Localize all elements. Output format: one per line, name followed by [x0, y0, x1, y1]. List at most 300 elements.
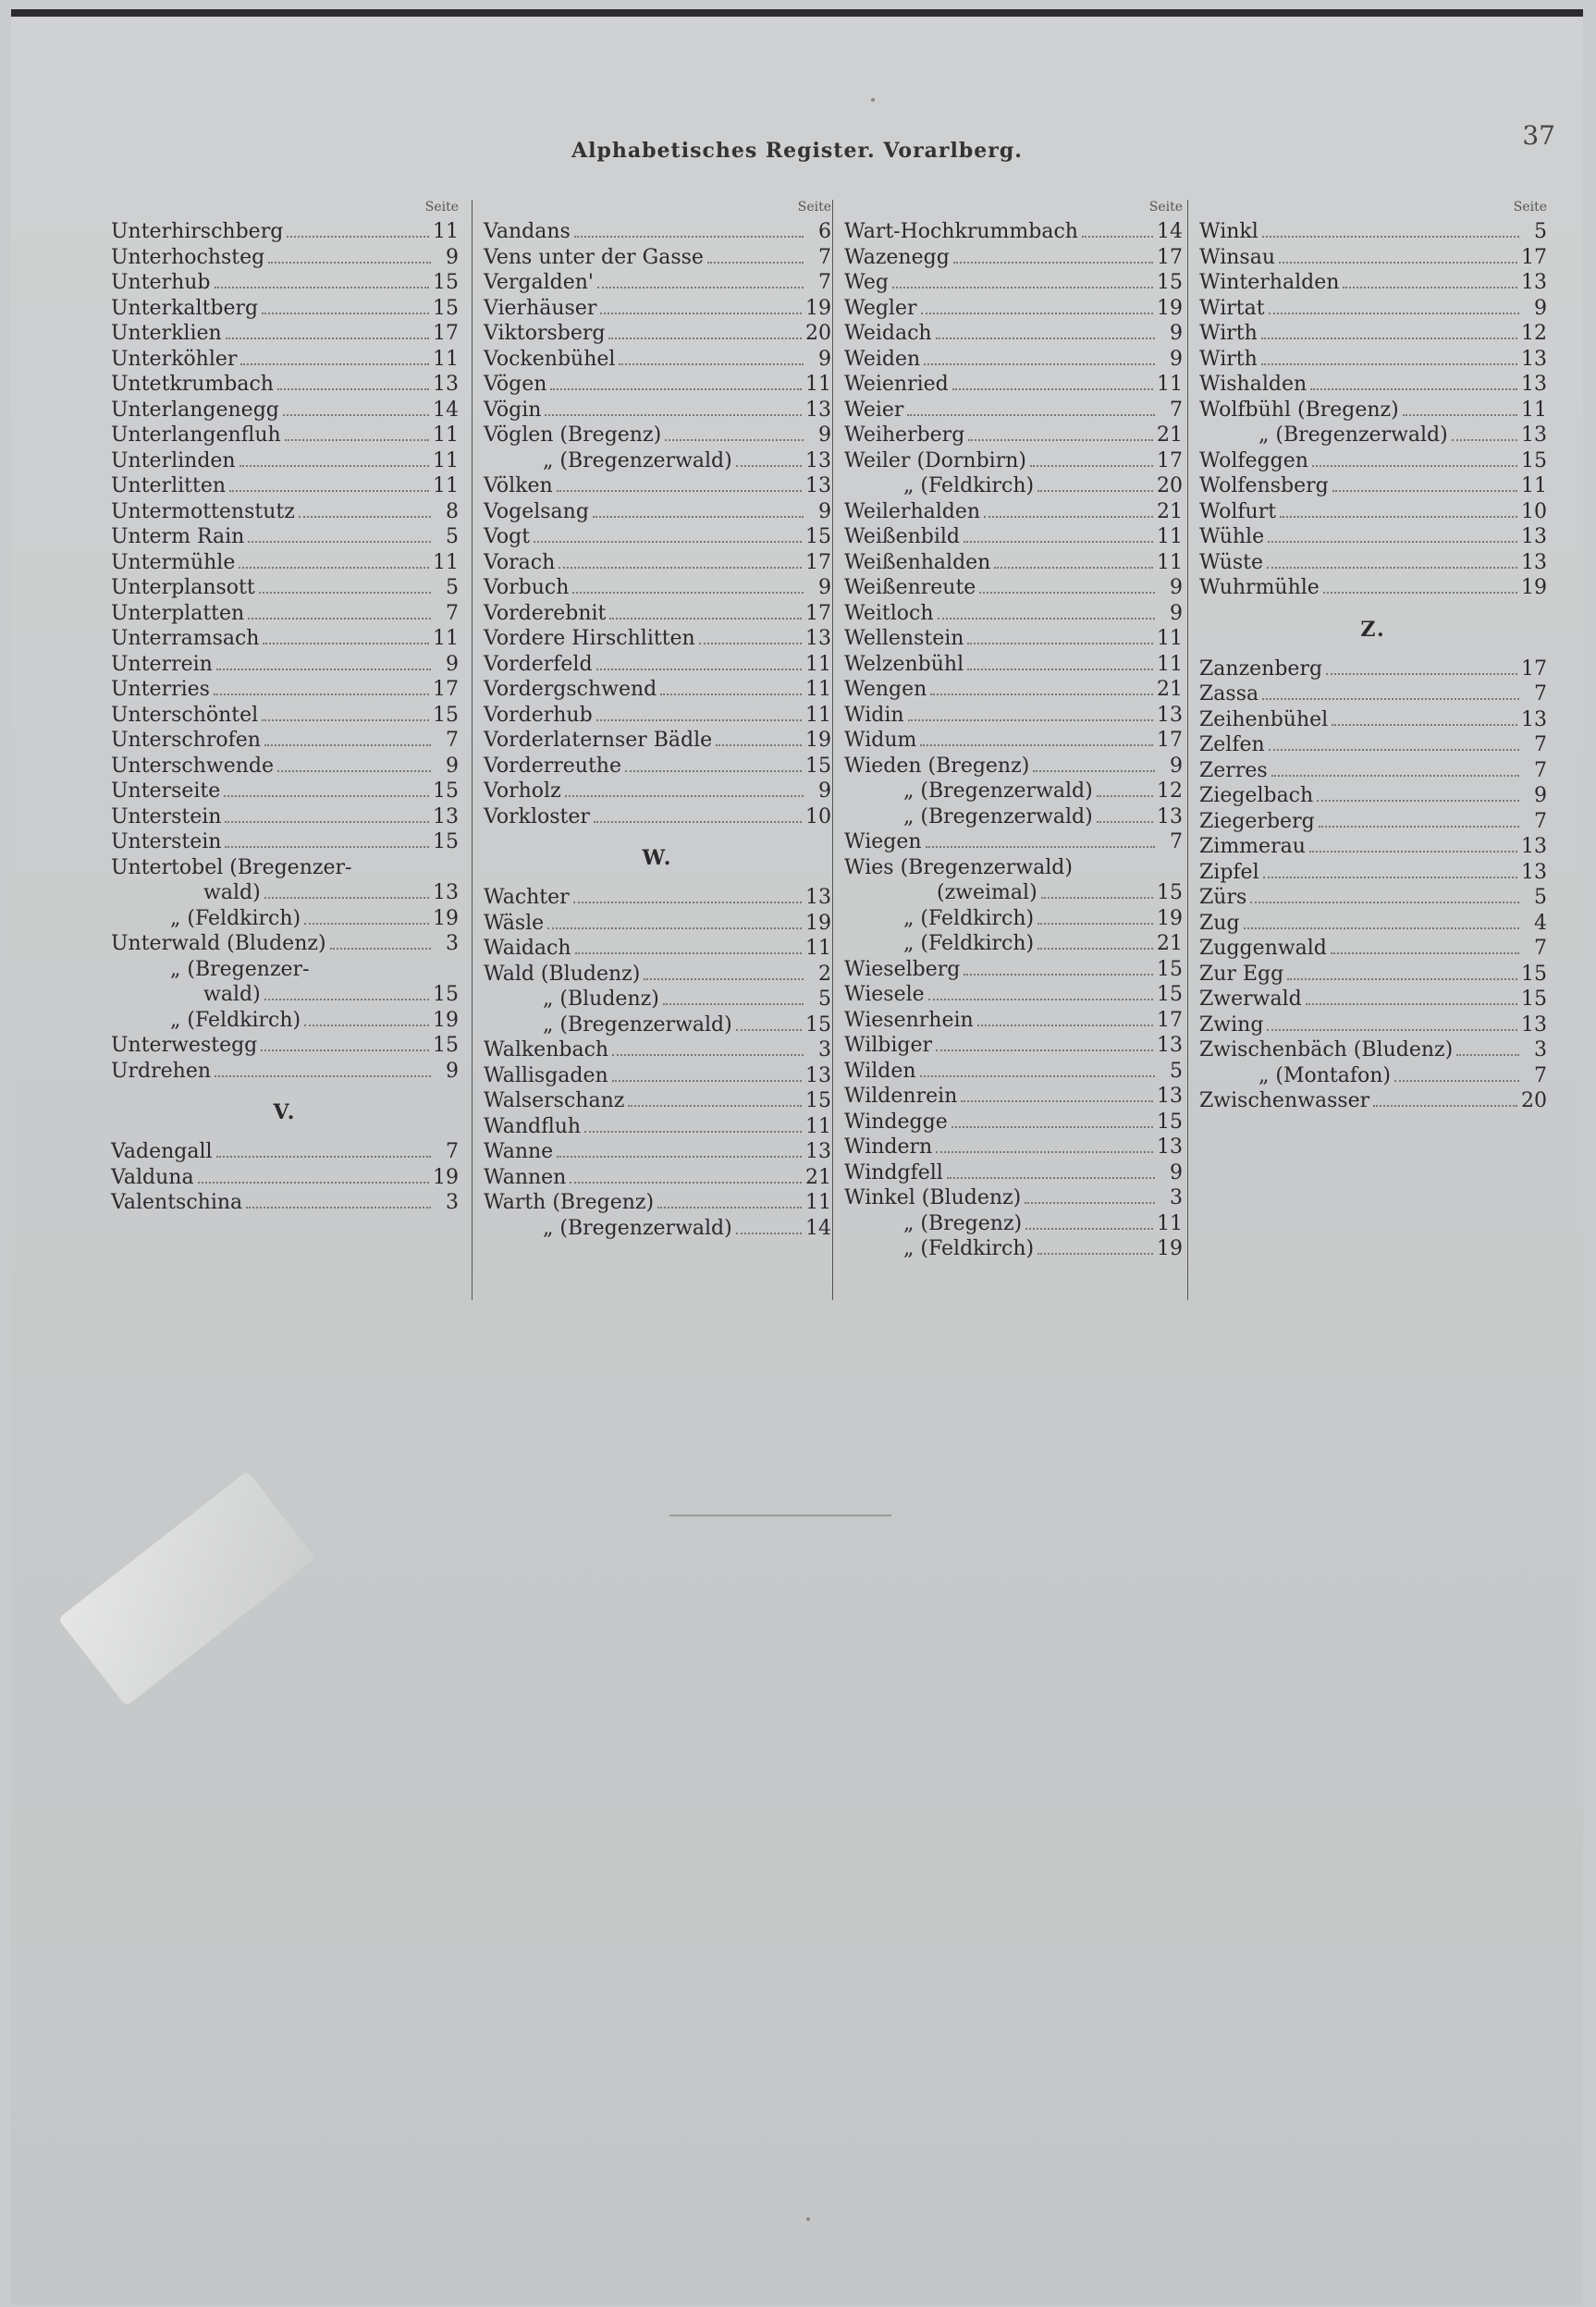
register-entry: [484, 912, 831, 938]
entry-name: Wolfensberg: [1199, 474, 1329, 497]
section-letter: W.: [642, 846, 673, 870]
entry-name: Vordergschwend: [484, 678, 657, 701]
entry-page: 17: [805, 550, 831, 574]
entry-name: „ (Bregenzerwald): [543, 1216, 732, 1240]
entry-page: 9: [1170, 322, 1183, 345]
register-entry: [484, 704, 831, 730]
entry-page: 13: [805, 886, 831, 909]
entry-name: Unterköhler: [111, 347, 238, 371]
entry-name: Weißenbild: [844, 525, 960, 548]
column-label: Seite: [797, 200, 831, 215]
entry-name: Vorderlaternser Bädle: [484, 729, 713, 752]
entry-page: 17: [1157, 448, 1183, 472]
entry-page: 17: [1521, 657, 1547, 681]
register-entry: [111, 373, 459, 399]
entry-name: Vens unter der Gasse: [484, 245, 704, 269]
entry-name: Wanne: [484, 1140, 554, 1163]
dot-leader: [573, 890, 802, 903]
entry-name: Wandfluh: [484, 1114, 582, 1138]
entry-page: 13: [805, 474, 831, 497]
entry-name: Vordere Hirschlitten: [484, 627, 695, 650]
entry-name: Vorbuch: [484, 576, 570, 599]
dot-leader: [277, 377, 429, 390]
entry-name: „ (Bregenzerwald): [903, 804, 1093, 828]
dot-leader: [596, 708, 802, 721]
dot-leader: [953, 251, 1153, 264]
entry-name: Zwischenwasser: [1199, 1089, 1370, 1112]
dot-leader: [1262, 687, 1519, 700]
entry-name: Vorach: [484, 550, 556, 574]
dot-leader: [545, 403, 802, 416]
dot-leader: [224, 784, 429, 797]
register-entry: [844, 449, 1183, 475]
entry-page: 13: [433, 881, 459, 904]
entry-name: Untermottenstutz: [111, 499, 295, 523]
dot-leader: [1263, 865, 1517, 878]
entry-name: Unterschrofen: [111, 729, 261, 752]
register-entry: [1199, 474, 1547, 500]
entry-name: Untertobel (Bregenzer-: [111, 855, 352, 879]
register-entry: [111, 1140, 459, 1166]
entry-page: 17: [433, 322, 459, 345]
dot-leader: [964, 530, 1153, 543]
register-entry: [844, 500, 1183, 526]
register-entry: [484, 246, 831, 272]
register-entry: [484, 805, 831, 831]
dot-leader: [1025, 1191, 1155, 1204]
register-entry: [484, 399, 831, 424]
entry-page: 19: [1157, 296, 1183, 320]
entry-page: 15: [433, 296, 459, 320]
dot-leader: [892, 276, 1153, 288]
entry-page: 5: [1534, 886, 1547, 909]
entry-name: Wilbiger: [844, 1034, 933, 1057]
dot-leader: [1269, 301, 1519, 314]
entry-page: 11: [433, 423, 459, 447]
dot-leader: [1033, 759, 1155, 772]
register-entry: [1199, 373, 1547, 399]
dot-leader: [600, 301, 802, 314]
entry-name: Weiden: [844, 347, 921, 371]
dot-leader: [570, 1171, 802, 1184]
register-entry: [844, 1186, 1183, 1212]
register-entry: [1199, 682, 1547, 708]
dot-leader: [1267, 1018, 1517, 1031]
dot-leader: [951, 1115, 1153, 1128]
entry-name: Vorderebnit: [484, 601, 607, 625]
register-entry: [111, 500, 459, 526]
dot-leader: [534, 530, 802, 543]
entry-name: Zürs: [1199, 886, 1247, 909]
register-entry: [111, 958, 459, 984]
entry-name: Vorderfeld: [484, 652, 593, 676]
register-entry: [484, 988, 831, 1013]
register-entry: [111, 1191, 459, 1217]
entry-page: 14: [433, 398, 459, 422]
entry-page: 5: [1534, 220, 1547, 243]
entry-page: 9: [1170, 576, 1183, 599]
entry-page: 13: [805, 1063, 831, 1087]
entry-name: Wiesele: [844, 983, 925, 1006]
entry-page: 11: [805, 373, 831, 396]
dot-leader: [239, 454, 429, 467]
dot-leader: [246, 1196, 431, 1209]
entry-page: 14: [805, 1216, 831, 1240]
register-entry: [484, 474, 831, 500]
dot-leader: [1269, 738, 1519, 751]
entry-name: Vogelsang: [484, 499, 589, 523]
register-entry: [484, 348, 831, 374]
register-entry: [844, 907, 1183, 933]
dot-leader: [1280, 505, 1517, 518]
register-entry: [111, 755, 459, 780]
entry-name: Wieselberg: [844, 957, 961, 981]
entry-name: Zwerwald: [1199, 988, 1302, 1011]
entry-name: Zwischenbäch (Bludenz): [1199, 1038, 1454, 1061]
entry-name: Weienried: [844, 373, 949, 396]
entry-page: 3: [818, 1038, 831, 1061]
entry-page: 13: [1521, 373, 1547, 396]
dot-leader: [921, 301, 1154, 314]
entry-name: Unterschöntel: [111, 703, 259, 727]
entry-name: Vockenbühel: [484, 347, 616, 371]
register-entry: [111, 525, 459, 551]
page-title: Alphabetisches Register. Vorarlberg.: [571, 139, 1023, 163]
register-entry: [1199, 988, 1547, 1013]
register-entry: [484, 1217, 831, 1243]
dot-leader: [1250, 890, 1519, 903]
column-label: Seite: [1148, 200, 1183, 215]
register-entry: [844, 830, 1183, 856]
entry-page: 17: [1157, 245, 1183, 269]
entry-page: 21: [1157, 499, 1183, 523]
dot-leader: [262, 301, 429, 314]
register-column-4: [1187, 200, 1547, 1300]
entry-name: Zug: [1199, 911, 1240, 935]
entry-name: Unterrein: [111, 652, 213, 676]
entry-name: Valduna: [111, 1165, 194, 1189]
entry-page: 13: [1157, 1034, 1183, 1057]
entry-name: Vadengall: [111, 1140, 213, 1163]
dot-leader: [952, 377, 1153, 390]
register-entry: [1199, 500, 1547, 526]
dot-leader: [736, 1018, 802, 1031]
dot-leader: [559, 556, 802, 569]
entry-page: 13: [1521, 860, 1547, 884]
dot-leader: [597, 276, 804, 288]
register-entry: [844, 1111, 1183, 1136]
entry-name: Vierhäuser: [484, 296, 597, 320]
entry-page: 11: [805, 1191, 831, 1214]
entry-name: Wazenegg: [844, 245, 950, 269]
dot-leader: [216, 1145, 431, 1158]
entry-page: 5: [446, 576, 459, 599]
register-entry: [1199, 322, 1547, 348]
dot-leader: [225, 835, 429, 848]
entry-name: Wuhrmühle: [1199, 576, 1320, 599]
entry-name: Vogt: [484, 525, 531, 548]
register-entry: [1199, 963, 1547, 988]
register-entry: [844, 246, 1183, 272]
register-entry: [844, 1034, 1183, 1060]
register-entry: [484, 937, 831, 963]
entry-name: „ (Feldkirch): [903, 906, 1035, 930]
entry-name: Vorholz: [484, 779, 561, 803]
entry-name: Viktorsberg: [484, 322, 606, 345]
page-number: 37: [1522, 120, 1555, 151]
entry-name: (zweimal): [937, 881, 1037, 904]
entry-page: 20: [1521, 1089, 1547, 1112]
entry-name: Wolfeggen: [1199, 448, 1308, 472]
entry-page: 19: [1157, 1237, 1183, 1260]
entry-page: 4: [1534, 911, 1547, 935]
entry-name: Wirth: [1199, 347, 1258, 371]
entry-page: 9: [818, 499, 831, 523]
register-entry: [1199, 912, 1547, 938]
entry-page: 17: [1157, 1008, 1183, 1032]
entry-name: Unterklien: [111, 322, 222, 345]
entry-page: 19: [805, 729, 831, 752]
dot-leader: [1343, 276, 1517, 288]
entry-name: Völken: [484, 474, 553, 497]
entry-name: Wirtat: [1199, 296, 1265, 320]
register-entry: [484, 755, 831, 780]
dot-leader: [1279, 251, 1517, 264]
entry-name: Unterramsach: [111, 627, 260, 650]
entry-name: Vöglen (Bregenz): [484, 423, 662, 447]
entry-page: 9: [446, 754, 459, 778]
dot-leader: [961, 1089, 1153, 1102]
entry-page: 3: [1170, 1186, 1183, 1209]
register-entry: [844, 983, 1183, 1009]
entry-page: 7: [818, 271, 831, 294]
register-entry: [844, 729, 1183, 755]
register-entry: [844, 932, 1183, 958]
register-entry: [484, 1140, 831, 1166]
section-letter: V.: [273, 1100, 297, 1124]
entry-page: 7: [1534, 1063, 1547, 1087]
register-entry: [111, 1166, 459, 1192]
register-entry: [111, 881, 459, 907]
entry-page: 9: [1170, 347, 1183, 371]
register-entry: [844, 678, 1183, 704]
entry-page: 7: [1534, 682, 1547, 706]
entry-page: 13: [1521, 550, 1547, 574]
register-entry: [484, 1064, 831, 1090]
entry-page: 7: [446, 1140, 459, 1163]
dot-leader: [994, 556, 1153, 569]
dot-leader: [707, 251, 804, 264]
entry-page: 19: [433, 906, 459, 930]
entry-page: 13: [1157, 1135, 1183, 1159]
divider-rule: [669, 1515, 891, 1516]
entry-name: Unterstein: [111, 804, 222, 828]
register-entry: [111, 653, 459, 679]
register-entry: [484, 1013, 831, 1039]
register-entry: [1199, 525, 1547, 551]
register-entry: [111, 830, 459, 856]
dot-leader: [1037, 479, 1153, 492]
entry-page: 15: [433, 271, 459, 294]
register-entry: [844, 220, 1183, 246]
entry-page: 19: [433, 1165, 459, 1189]
entry-page: 19: [1521, 576, 1547, 599]
register-entry: [1199, 271, 1547, 297]
dot-leader: [1244, 916, 1519, 929]
register-entry: [111, 627, 459, 653]
entry-name: Winkel (Bludenz): [844, 1186, 1022, 1209]
register-entry: [844, 856, 1183, 882]
dot-leader: [920, 733, 1153, 746]
entry-name: „ (Feldkirch): [903, 932, 1035, 955]
entry-page: 11: [1157, 373, 1183, 396]
dot-leader: [964, 963, 1153, 976]
entry-name: Windgfell: [844, 1160, 943, 1184]
entry-page: 9: [1170, 1160, 1183, 1184]
entry-page: 13: [1157, 703, 1183, 727]
entry-page: 9: [1170, 601, 1183, 625]
dot-leader: [259, 581, 431, 594]
dot-leader: [612, 1043, 804, 1056]
register-column-2: [472, 200, 831, 1300]
entry-page: 11: [805, 678, 831, 701]
register-entry: [844, 576, 1183, 602]
register-entry: [844, 602, 1183, 628]
entry-page: 11: [433, 474, 459, 497]
entry-page: 17: [805, 601, 831, 625]
register-entry: [1199, 576, 1547, 602]
entry-name: Wannen: [484, 1165, 567, 1189]
dot-leader: [1267, 556, 1517, 569]
document-page: [11, 9, 1583, 2305]
register-entry: [111, 678, 459, 704]
entry-name: Wieden (Bregenz): [844, 754, 1030, 778]
entry-name: Unterlinden: [111, 448, 236, 472]
entry-page: 13: [805, 627, 831, 650]
entry-page: 7: [1170, 398, 1183, 422]
dot-leader: [264, 988, 429, 1000]
entry-page: 13: [805, 398, 831, 422]
entry-name: Unterhochsteg: [111, 245, 265, 269]
register-entry: [844, 1085, 1183, 1111]
register-entry: [1199, 297, 1547, 323]
register-entry: [111, 271, 459, 297]
dot-leader: [936, 326, 1155, 339]
entry-name: Unterwald (Bludenz): [111, 932, 326, 955]
register-entry: [111, 907, 459, 933]
register-entry: [111, 983, 459, 1009]
dot-leader: [1331, 941, 1519, 954]
dot-leader: [736, 1221, 802, 1234]
dot-leader: [557, 479, 802, 492]
entry-name: Zipfel: [1199, 860, 1259, 884]
entry-name: Zeihenbühel: [1199, 707, 1329, 731]
entry-page: 3: [1534, 1038, 1547, 1061]
register-entry: [484, 322, 831, 348]
dot-leader: [1312, 454, 1517, 467]
entry-name: Unterkaltberg: [111, 296, 259, 320]
entry-name: „ (Bregenzerwald): [1258, 423, 1448, 447]
entry-page: 5: [1170, 1059, 1183, 1083]
entry-page: 9: [818, 779, 831, 803]
entry-page: 13: [1157, 804, 1183, 828]
entry-name: Untermühle: [111, 550, 236, 574]
dot-leader: [547, 916, 802, 929]
entry-page: 15: [433, 983, 459, 1006]
dot-leader: [1037, 1242, 1153, 1255]
dot-leader: [584, 1120, 802, 1133]
entry-name: Weißenreute: [844, 576, 976, 599]
entry-name: Waidach: [484, 937, 571, 960]
entry-page: 15: [1157, 957, 1183, 981]
entry-page: 21: [1157, 423, 1183, 447]
register-entry: [484, 576, 831, 602]
entry-name: Zimmerau: [1199, 835, 1306, 858]
entry-name: Vögen: [484, 373, 547, 396]
register-entry: [1199, 551, 1547, 577]
entry-name: Walserschanz: [484, 1089, 625, 1112]
entry-name: Zanzenberg: [1199, 657, 1323, 681]
entry-page: 15: [433, 779, 459, 803]
register-entry: [111, 602, 459, 628]
register-entry: [844, 755, 1183, 780]
speck: [806, 2217, 810, 2221]
entry-name: Vögin: [484, 398, 542, 422]
dot-leader: [628, 1094, 802, 1107]
dot-leader: [248, 607, 431, 620]
dot-leader: [1037, 912, 1153, 925]
dot-leader: [550, 377, 802, 390]
register-entry: [111, 805, 459, 831]
register-entry: [111, 1009, 459, 1035]
dot-leader: [1271, 764, 1519, 777]
register-entry: [1199, 1089, 1547, 1115]
dot-leader: [716, 733, 802, 746]
entry-name: Wüste: [1199, 550, 1264, 574]
dot-leader: [240, 352, 429, 365]
entry-name: Wolfurt: [1199, 499, 1277, 523]
entry-name: Unterplatten: [111, 601, 245, 625]
entry-page: 19: [805, 296, 831, 320]
dot-leader: [947, 1166, 1155, 1179]
register-entry: [844, 805, 1183, 831]
entry-page: 21: [1157, 678, 1183, 701]
register-entry: [844, 322, 1183, 348]
entry-name: Zwing: [1199, 1012, 1264, 1037]
entry-page: 15: [1157, 983, 1183, 1006]
entry-page: 13: [1521, 423, 1547, 447]
entry-name: Weilerhalden: [844, 499, 981, 523]
register-entry: [484, 220, 831, 246]
register-entry: [111, 1034, 459, 1060]
dot-leader: [612, 1069, 802, 1082]
entry-name: Unterplansott: [111, 576, 255, 599]
entry-name: „ (Bregenzerwald): [903, 779, 1093, 803]
register-entry: [844, 348, 1183, 374]
entry-page: 11: [1157, 525, 1183, 548]
register-entry: [111, 399, 459, 424]
entry-name: Weiherberg: [844, 423, 965, 447]
entry-page: 19: [805, 911, 831, 935]
register-entry: [844, 1135, 1183, 1161]
entry-page: 9: [446, 1059, 459, 1083]
entry-page: 13: [805, 1140, 831, 1163]
entry-page: 9: [1534, 784, 1547, 807]
dot-leader: [920, 1064, 1155, 1077]
entry-page: 11: [1157, 627, 1183, 650]
register-entry: [484, 602, 831, 628]
entry-name: „ (Feldkirch): [170, 1008, 301, 1032]
